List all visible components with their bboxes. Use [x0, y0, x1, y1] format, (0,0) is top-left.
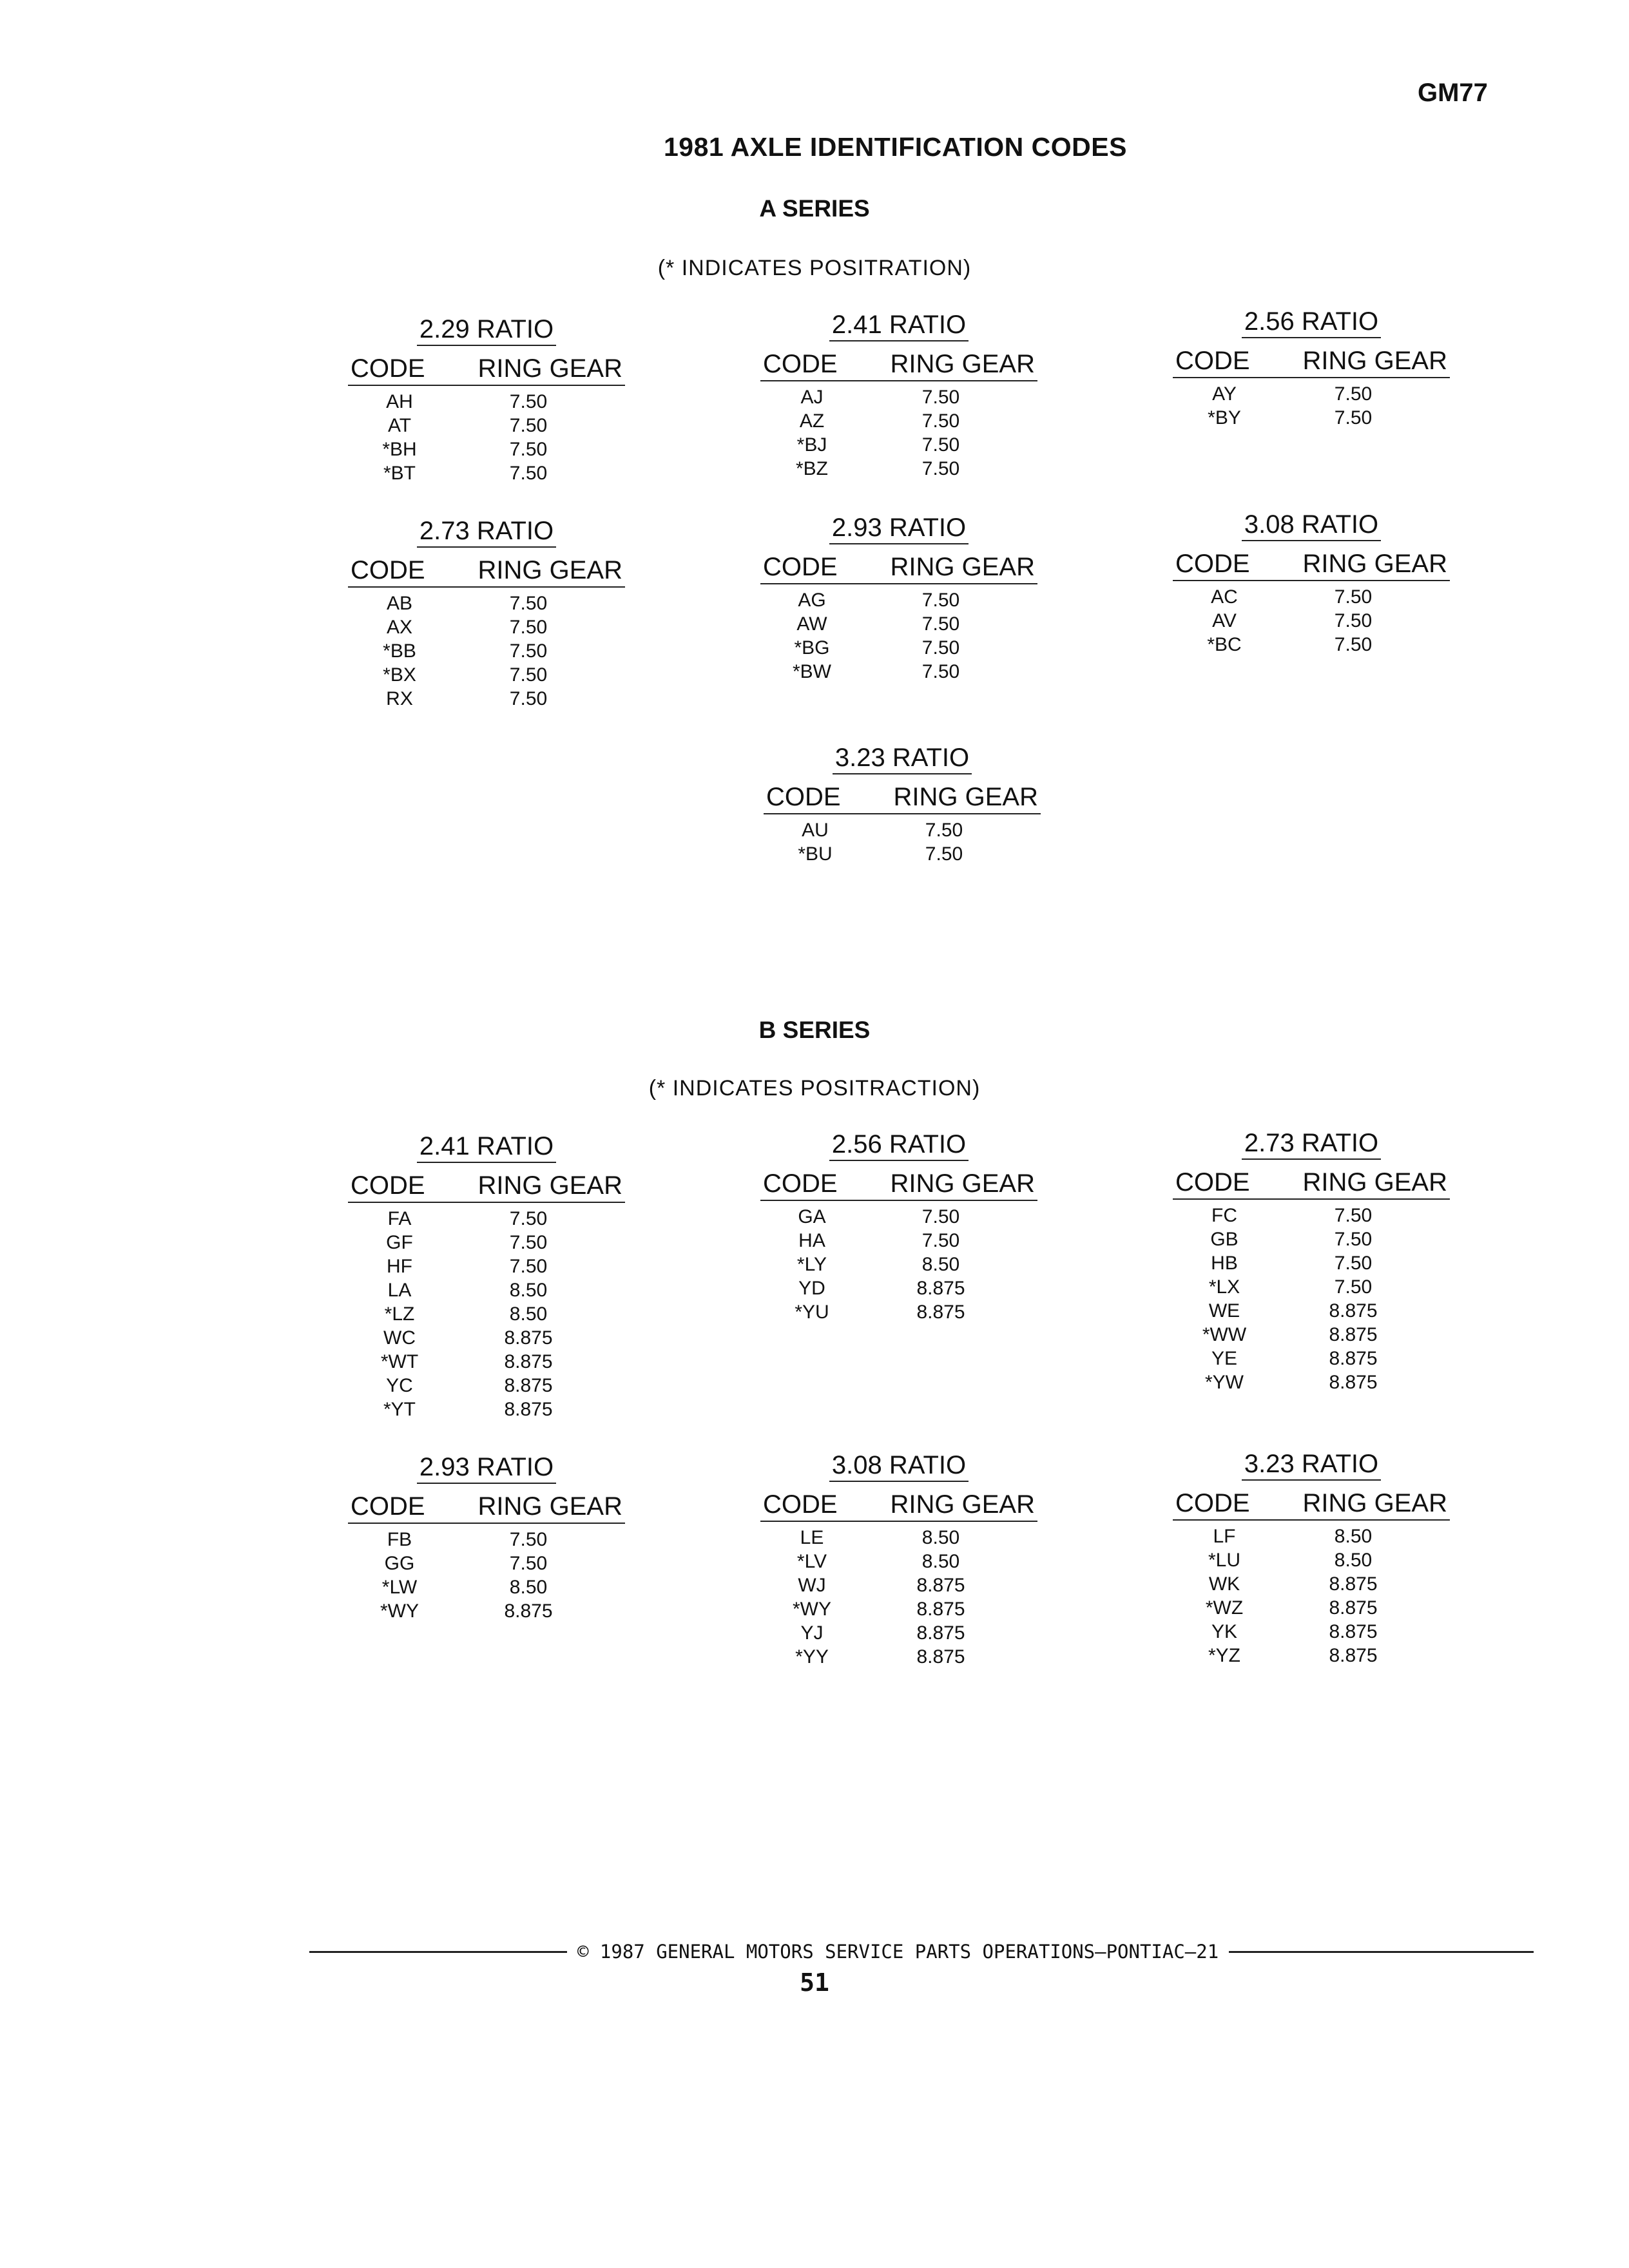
table-row	[348, 1575, 625, 1599]
table-row	[348, 1302, 625, 1326]
table-row	[348, 1528, 625, 1552]
ring-gear-size: 8.875	[1329, 1300, 1378, 1321]
axle-code: *BX	[383, 664, 416, 686]
table-rows	[348, 1528, 625, 1623]
ring-gear-size: 8.875	[1329, 1324, 1378, 1345]
ring-gear-header: RING GEAR	[1302, 1489, 1447, 1517]
ring-gear-size: 7.50	[509, 1208, 548, 1229]
axle-code: AG	[798, 590, 826, 611]
ring-gear-header: RING GEAR	[1302, 1168, 1447, 1196]
ring-gear-size: 7.50	[921, 410, 960, 432]
axle-code: LF	[1213, 1526, 1236, 1547]
ratio-title	[348, 1131, 625, 1163]
ratio-title	[1173, 509, 1450, 541]
ring-gear-size: 7.50	[509, 415, 548, 436]
axle-code: YJ	[800, 1622, 824, 1644]
axle-code: WJ	[798, 1575, 826, 1596]
ring-gear-size: 7.50	[509, 1256, 548, 1277]
ring-gear-size: 7.50	[921, 590, 960, 611]
ratio-table	[760, 309, 1037, 481]
axle-code: *YZ	[1208, 1645, 1240, 1666]
table-rows	[760, 588, 1037, 684]
table-row	[348, 461, 625, 485]
axle-code: AT	[387, 415, 412, 436]
ring-gear-size: 7.50	[509, 664, 548, 686]
table-row	[1173, 1644, 1450, 1667]
ring-gear-size: 8.875	[504, 1375, 553, 1396]
table-row	[1173, 1572, 1450, 1596]
table-row	[1173, 1524, 1450, 1548]
ring-gear-header: RING GEAR	[477, 1492, 622, 1521]
table-row	[760, 1205, 1037, 1229]
axle-code: FC	[1211, 1205, 1237, 1226]
ring-gear-size: 7.50	[509, 1232, 548, 1253]
ring-gear-size: 8.875	[504, 1351, 553, 1372]
code-header: CODE	[766, 783, 841, 811]
ring-gear-size: 8.50	[1334, 1550, 1373, 1571]
ring-gear-size: 8.875	[1329, 1372, 1378, 1393]
axle-code: HA	[798, 1230, 825, 1251]
ratio-label: 2.93 RATIO	[417, 1452, 556, 1484]
ratio-title	[760, 309, 1037, 341]
table-row	[348, 1398, 625, 1421]
ring-gear-size: 8.50	[921, 1551, 960, 1572]
axle-code: *BH	[382, 439, 417, 460]
code-header: CODE	[1175, 550, 1250, 578]
series-b-note: (* INDICATES POSITRACTION)	[648, 1076, 981, 1100]
axle-code: AY	[1212, 383, 1237, 405]
code-header: CODE	[763, 350, 838, 378]
axle-code: AB	[386, 593, 413, 614]
ring-gear-size: 8.50	[1334, 1526, 1373, 1547]
ring-gear-size: 8.875	[504, 1399, 553, 1420]
axle-code: GF	[386, 1232, 413, 1253]
footer-rule-left	[309, 1951, 567, 1953]
page-number: 51	[800, 1968, 829, 1997]
ring-gear-size: 7.50	[921, 387, 960, 408]
column-header	[1173, 548, 1450, 581]
code-header: CODE	[351, 1492, 425, 1521]
ring-gear-size: 8.875	[1329, 1621, 1378, 1642]
ring-gear-header: RING GEAR	[1302, 550, 1447, 578]
axle-code: *LX	[1208, 1276, 1240, 1298]
code-header: CODE	[351, 556, 425, 584]
ratio-table	[760, 1450, 1037, 1669]
ring-gear-size: 8.875	[916, 1646, 965, 1667]
axle-code: AV	[1212, 610, 1237, 631]
ratio-title	[764, 742, 1041, 774]
ring-gear-size: 8.875	[504, 1600, 553, 1622]
table-rows	[764, 818, 1041, 866]
code-header: CODE	[763, 1490, 838, 1519]
table-row	[348, 1207, 625, 1231]
ring-gear-header: RING GEAR	[477, 556, 622, 584]
ratio-label: 3.23 RATIO	[833, 742, 972, 774]
ring-gear-header: RING GEAR	[477, 1171, 622, 1200]
table-rows	[760, 1205, 1037, 1324]
axle-code: *BG	[794, 637, 830, 658]
ring-gear-size: 7.50	[1334, 1229, 1373, 1250]
axle-code: HF	[387, 1256, 412, 1277]
ring-gear-size: 7.50	[509, 391, 548, 412]
column-header	[1173, 1487, 1450, 1521]
column-header	[760, 1168, 1037, 1201]
ratio-title	[760, 512, 1037, 544]
table-row	[1173, 1370, 1450, 1394]
ratio-title	[348, 314, 625, 346]
table-row	[760, 409, 1037, 433]
ratio-table	[760, 512, 1037, 684]
axle-code: *YW	[1205, 1372, 1244, 1393]
ratio-table	[1173, 306, 1450, 430]
table-row	[348, 1599, 625, 1623]
ratio-label: 2.56 RATIO	[1242, 306, 1381, 338]
table-row	[1173, 585, 1450, 609]
ratio-label: 3.23 RATIO	[1242, 1448, 1381, 1481]
axle-code: *LZ	[384, 1303, 415, 1325]
axle-code: *BT	[383, 463, 416, 484]
ring-gear-header: RING GEAR	[890, 1490, 1035, 1519]
table-row	[348, 414, 625, 437]
ratio-label: 2.41 RATIO	[417, 1131, 556, 1163]
table-row	[1173, 1204, 1450, 1227]
table-row	[760, 1550, 1037, 1573]
ring-gear-header: RING GEAR	[890, 1169, 1035, 1198]
ratio-title	[760, 1129, 1037, 1161]
axle-code: AU	[802, 820, 829, 841]
ring-gear-size: 7.50	[921, 1230, 960, 1251]
ring-gear-size: 8.875	[916, 1575, 965, 1596]
ring-gear-size: 8.50	[921, 1254, 960, 1275]
document-id: GM77	[1418, 79, 1488, 107]
table-row	[760, 660, 1037, 684]
ring-gear-size: 8.50	[921, 1527, 960, 1548]
ring-gear-size: 8.875	[1329, 1597, 1378, 1619]
ring-gear-size: 7.50	[509, 593, 548, 614]
table-row	[1173, 406, 1450, 430]
ring-gear-size: 8.875	[916, 1622, 965, 1644]
ratio-table	[764, 742, 1041, 866]
table-row	[760, 1645, 1037, 1669]
table-row	[1173, 1323, 1450, 1347]
ratio-title	[348, 515, 625, 548]
ring-gear-size: 8.50	[509, 1280, 548, 1301]
ratio-title	[760, 1450, 1037, 1482]
table-rows	[1173, 1524, 1450, 1667]
table-row	[348, 687, 625, 711]
footer-copyright: © 1987 GENERAL MOTORS SERVICE PARTS OPERATIONS—PONTIAC—21	[577, 1941, 1219, 1963]
ring-gear-size: 8.875	[916, 1302, 965, 1323]
table-row	[1173, 633, 1450, 657]
ring-gear-size: 7.50	[509, 1553, 548, 1574]
column-header	[760, 551, 1037, 584]
axle-code: YD	[798, 1278, 825, 1299]
axle-code: AC	[1211, 586, 1238, 608]
table-rows	[760, 385, 1037, 481]
table-row	[1173, 1596, 1450, 1620]
ring-gear-size: 7.50	[921, 661, 960, 682]
column-header	[348, 554, 625, 588]
axle-code: FB	[387, 1529, 412, 1550]
table-rows	[348, 591, 625, 711]
table-row	[760, 433, 1037, 457]
column-header	[1173, 1166, 1450, 1200]
ring-gear-size: 7.50	[1334, 634, 1373, 655]
axle-code: *LY	[796, 1254, 827, 1275]
axle-code: *YT	[383, 1399, 416, 1420]
code-header: CODE	[763, 1169, 838, 1198]
ring-gear-header: RING GEAR	[893, 783, 1038, 811]
ratio-label: 2.29 RATIO	[417, 314, 556, 346]
table-rows	[760, 1526, 1037, 1669]
axle-code: *LV	[796, 1551, 827, 1572]
ring-gear-size: 8.875	[1329, 1573, 1378, 1595]
ratio-table	[1173, 1448, 1450, 1667]
ratio-table	[348, 515, 625, 711]
ring-gear-size: 7.50	[925, 843, 963, 865]
table-row	[760, 385, 1037, 409]
table-row	[1173, 1299, 1450, 1323]
axle-code: LA	[387, 1280, 412, 1301]
footer-rule-right	[1229, 1951, 1534, 1953]
axle-code: WE	[1208, 1300, 1240, 1321]
column-header	[348, 1169, 625, 1203]
axle-code: AW	[796, 613, 827, 635]
ring-gear-size: 7.50	[509, 1529, 548, 1550]
axle-code: FA	[387, 1208, 412, 1229]
axle-code: *BU	[798, 843, 833, 865]
axle-code: AX	[386, 617, 413, 638]
ratio-label: 3.08 RATIO	[829, 1450, 969, 1482]
series-b-title: B SERIES	[758, 1017, 871, 1043]
column-header	[1173, 345, 1450, 378]
axle-code: RX	[386, 688, 413, 709]
ratio-title	[1173, 306, 1450, 338]
axle-code: *YU	[795, 1302, 829, 1323]
ratio-title	[1173, 1448, 1450, 1481]
table-row	[760, 1597, 1037, 1621]
table-row	[764, 842, 1041, 866]
ratio-table	[760, 1129, 1037, 1324]
axle-code: *LW	[381, 1577, 418, 1598]
ring-gear-size: 7.50	[509, 439, 548, 460]
code-header: CODE	[1175, 347, 1250, 375]
axle-code: GG	[384, 1553, 415, 1574]
ratio-label: 2.56 RATIO	[829, 1129, 969, 1161]
axle-code: *LU	[1208, 1550, 1241, 1571]
axle-code: YK	[1211, 1621, 1238, 1642]
column-header	[348, 1490, 625, 1524]
table-row	[348, 639, 625, 663]
page-title: 1981 AXLE IDENTIFICATION CODES	[664, 132, 1127, 162]
axle-code: *BZ	[795, 458, 828, 479]
table-row	[760, 1573, 1037, 1597]
ring-gear-size: 8.875	[916, 1599, 965, 1620]
ring-gear-size: 7.50	[1334, 1276, 1373, 1298]
axle-code: AH	[386, 391, 413, 412]
table-row	[760, 1253, 1037, 1276]
ratio-label: 2.73 RATIO	[1242, 1128, 1381, 1160]
code-header: CODE	[1175, 1489, 1250, 1517]
table-row	[348, 1326, 625, 1350]
ring-gear-size: 8.50	[509, 1577, 548, 1598]
ratio-table	[1173, 509, 1450, 657]
ring-gear-size: 7.50	[1334, 407, 1373, 428]
ring-gear-size: 7.50	[1334, 1205, 1373, 1226]
table-row	[1173, 1251, 1450, 1275]
ring-gear-size: 7.50	[1334, 383, 1373, 405]
axle-code: *WW	[1202, 1324, 1247, 1345]
footer	[309, 1941, 1534, 1963]
table-row	[348, 1350, 625, 1374]
ring-gear-size: 7.50	[921, 613, 960, 635]
ring-gear-size: 8.50	[509, 1303, 548, 1325]
column-header	[760, 1488, 1037, 1522]
axle-code: AZ	[799, 410, 825, 432]
table-row	[760, 1300, 1037, 1324]
axle-code: HB	[1211, 1253, 1238, 1274]
table-row	[1173, 1548, 1450, 1572]
column-header	[348, 352, 625, 386]
code-header: CODE	[1175, 1168, 1250, 1196]
table-row	[760, 612, 1037, 636]
axle-code: WC	[383, 1327, 416, 1349]
table-rows	[1173, 585, 1450, 657]
ratio-label: 3.08 RATIO	[1242, 509, 1381, 541]
table-row	[760, 588, 1037, 612]
axle-code: WK	[1208, 1573, 1240, 1595]
axle-code: LE	[800, 1527, 824, 1548]
axle-code: *BB	[383, 640, 416, 662]
ratio-title	[1173, 1128, 1450, 1160]
axle-code: *WY	[380, 1600, 419, 1622]
table-row	[348, 1552, 625, 1575]
column-header	[764, 781, 1041, 814]
ring-gear-header: RING GEAR	[1302, 347, 1447, 375]
table-row	[348, 1278, 625, 1302]
ratio-label: 2.93 RATIO	[829, 512, 969, 544]
table-row	[348, 1374, 625, 1398]
ring-gear-size: 7.50	[921, 458, 960, 479]
table-row	[760, 1621, 1037, 1645]
column-header	[760, 348, 1037, 381]
ring-gear-size: 7.50	[509, 688, 548, 709]
axle-code: *BJ	[796, 434, 827, 456]
table-row	[348, 591, 625, 615]
axle-code: AJ	[800, 387, 824, 408]
ring-gear-size: 7.50	[1334, 586, 1373, 608]
table-row	[348, 1231, 625, 1254]
axle-code: YE	[1211, 1348, 1238, 1369]
axle-code: GB	[1210, 1229, 1239, 1250]
table-row	[760, 636, 1037, 660]
ring-gear-size: 8.875	[1329, 1645, 1378, 1666]
table-row	[348, 663, 625, 687]
ring-gear-size: 8.875	[916, 1278, 965, 1299]
table-rows	[348, 1207, 625, 1421]
ring-gear-size: 7.50	[921, 1206, 960, 1227]
series-a-title: A SERIES	[759, 195, 870, 222]
axle-code: *BY	[1208, 407, 1241, 428]
ratio-table	[1173, 1128, 1450, 1394]
table-row	[1173, 1620, 1450, 1644]
ring-gear-size: 7.50	[921, 637, 960, 658]
series-a-note: (* INDICATES POSITRATION)	[657, 256, 972, 280]
code-header: CODE	[351, 1171, 425, 1200]
ring-gear-size: 7.50	[921, 434, 960, 456]
table-row	[348, 1254, 625, 1278]
table-row	[1173, 382, 1450, 406]
ring-gear-header: RING GEAR	[477, 354, 622, 383]
ring-gear-size: 7.50	[1334, 610, 1373, 631]
table-row	[1173, 1227, 1450, 1251]
table-row	[760, 1276, 1037, 1300]
ring-gear-size: 7.50	[509, 463, 548, 484]
ratio-title	[348, 1452, 625, 1484]
ring-gear-size: 8.875	[504, 1327, 553, 1349]
ratio-table	[348, 314, 625, 485]
table-rows	[348, 390, 625, 485]
table-row	[760, 1229, 1037, 1253]
table-row	[760, 457, 1037, 481]
table-rows	[1173, 382, 1450, 430]
ring-gear-size: 7.50	[925, 820, 963, 841]
ratio-label: 2.73 RATIO	[417, 515, 556, 548]
ring-gear-header: RING GEAR	[890, 553, 1035, 581]
axle-code: *WT	[380, 1351, 419, 1372]
table-row	[348, 437, 625, 461]
axle-code: *YY	[795, 1646, 829, 1667]
table-rows	[1173, 1204, 1450, 1394]
table-row	[760, 1526, 1037, 1550]
table-row	[1173, 609, 1450, 633]
code-header: CODE	[763, 553, 838, 581]
axle-code: *WY	[793, 1599, 831, 1620]
ratio-table	[348, 1131, 625, 1421]
table-row	[348, 390, 625, 414]
axle-code: YC	[386, 1375, 413, 1396]
ring-gear-header: RING GEAR	[890, 350, 1035, 378]
ring-gear-size: 8.875	[1329, 1348, 1378, 1369]
ring-gear-size: 7.50	[1334, 1253, 1373, 1274]
axle-code: *WZ	[1205, 1597, 1244, 1619]
ring-gear-size: 7.50	[509, 617, 548, 638]
table-row	[348, 615, 625, 639]
ring-gear-size: 7.50	[509, 640, 548, 662]
axle-code: *BW	[793, 661, 831, 682]
code-header: CODE	[351, 354, 425, 383]
table-row	[1173, 1347, 1450, 1370]
table-row	[764, 818, 1041, 842]
ratio-label: 2.41 RATIO	[829, 309, 969, 341]
ratio-table	[348, 1452, 625, 1623]
axle-code: *BC	[1207, 634, 1242, 655]
axle-code: GA	[798, 1206, 826, 1227]
table-row	[1173, 1275, 1450, 1299]
